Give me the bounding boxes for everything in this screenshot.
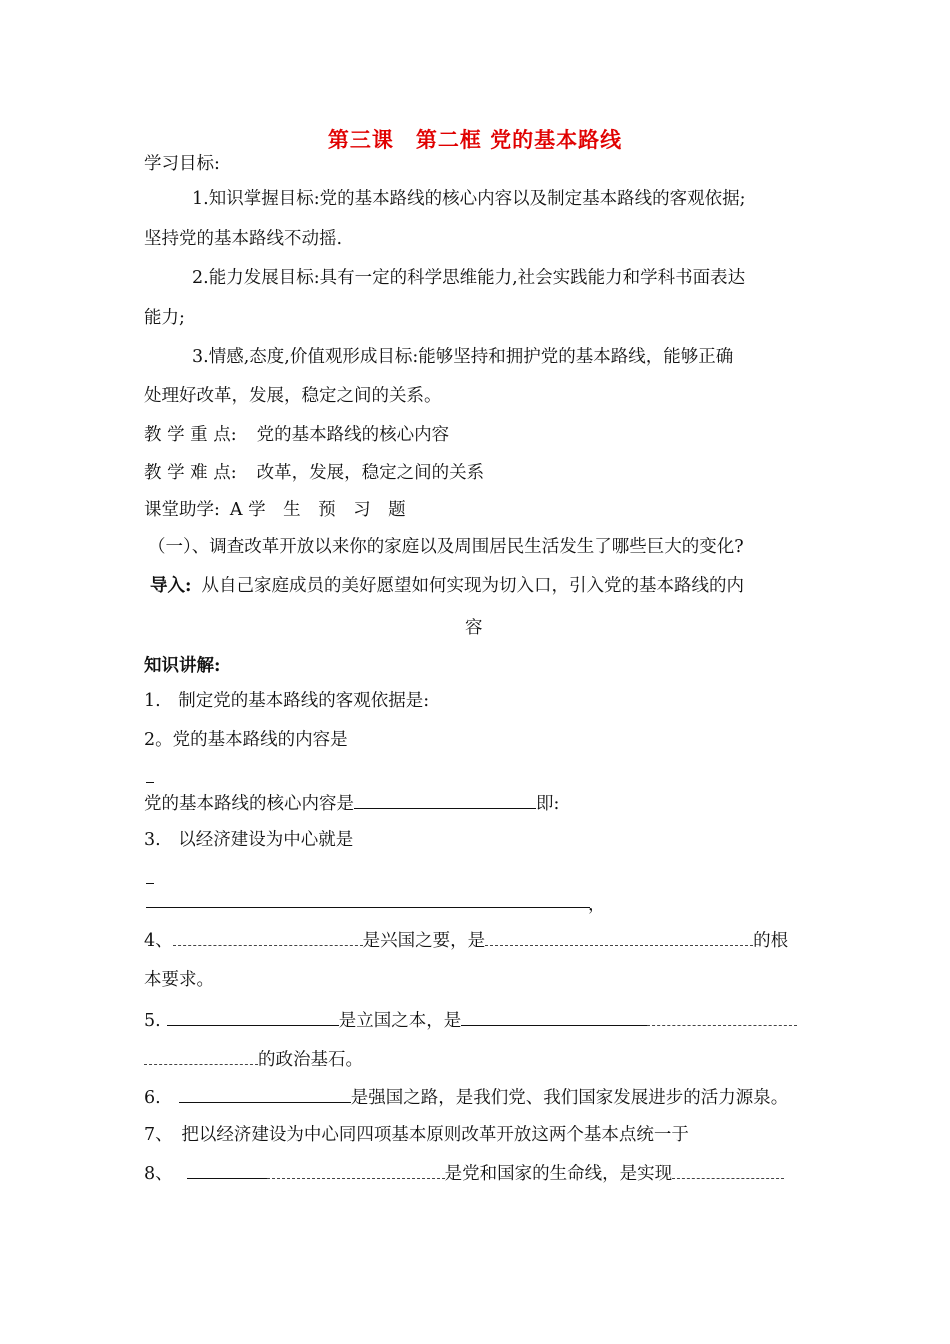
item-8-blank-1[interactable] (187, 1161, 267, 1179)
item-8-row (144, 1161, 784, 1186)
blank-line-short (146, 782, 154, 783)
item-3-blank[interactable] (146, 907, 590, 908)
item-6-text: 是强国之路，是我们党、我们国家发展进步的活力源泉。 (350, 1088, 789, 1108)
classroom-label: 课堂助学: (144, 500, 220, 520)
classroom-row (144, 498, 406, 522)
item-4-blank-2[interactable] (485, 928, 753, 946)
item-6-row (144, 1085, 788, 1110)
blank-line-short-2 (146, 883, 154, 884)
item-5-row (144, 1008, 797, 1033)
question-1: （一）、调查改革开放以来你的家庭以及周围居民生活发生了哪些巨大的变化? (148, 537, 744, 557)
objectives-heading: 学习目标: (144, 154, 220, 174)
item-5-blank-1[interactable] (167, 1008, 339, 1026)
item-4-blank-1[interactable] (173, 928, 363, 946)
classroom-text: A 学 生 预 习 题 (229, 500, 406, 520)
item-4-number: 4、 (144, 931, 173, 951)
item-3-comma: ， (588, 895, 606, 915)
item-8-text: 是党和国家的生命线，是实现 (444, 1164, 673, 1184)
page-title: 第三课 第二框 党的基本路线 (327, 127, 623, 152)
intro-text: 从自己家庭成员的美好愿望如何实现为切入口，引入党的基本路线的内 (201, 576, 744, 596)
core-blank[interactable] (354, 791, 536, 809)
objective-3-line-1: 3.情感,态度,价值观形成目标:能够坚持和拥护党的基本路线，能够正确 (192, 347, 734, 367)
item-5-blank-3[interactable] (647, 1008, 797, 1026)
item-5-blank-2[interactable] (461, 1008, 647, 1026)
intro-label: 导入: (150, 576, 192, 596)
core-content-row (144, 791, 559, 816)
item-5-blank-4[interactable] (144, 1047, 258, 1065)
item-4-text: 是兴国之要，是 (362, 931, 486, 951)
item-8-blank-2[interactable] (267, 1161, 445, 1179)
intro-row (150, 574, 744, 598)
item-1: 1. 制定党的基本路线的客观依据是: (144, 691, 430, 711)
item-5-number: 5. (144, 1011, 161, 1031)
key-point-text: 党的基本路线的核心内容 (256, 425, 450, 445)
objective-2-line-2: 能力; (144, 308, 185, 328)
knowledge-heading: 知识讲解: (144, 656, 221, 676)
objective-1-line-1: 1.知识掌握目标:党的基本路线的核心内容以及制定基本路线的客观依据; (192, 189, 746, 209)
item-5-text: 是立国之本，是 (338, 1011, 462, 1031)
objective-1-line-2: 坚持党的基本路线不动摇. (144, 229, 343, 249)
item-8-number: 8、 (144, 1164, 173, 1184)
item-5-continuation-row (144, 1047, 363, 1072)
item-8-blank-3[interactable] (672, 1161, 784, 1179)
key-point-label: 教 学 重 点: (144, 425, 237, 445)
key-point-row (144, 423, 449, 447)
item-4-row (144, 928, 788, 953)
difficult-label: 教 学 难 点: (144, 463, 237, 483)
item-2: 2。党的基本路线的内容是 (144, 730, 348, 750)
item-4-continuation: 本要求。 (144, 970, 214, 990)
item-6-number: 6. (144, 1088, 161, 1108)
objective-3-line-2: 处理好改革，发展，稳定之间的关系。 (144, 386, 442, 406)
item-3: 3. 以经济建设为中心就是 (144, 830, 354, 850)
item-5-continuation: 的政治基石。 (258, 1050, 363, 1070)
core-suffix: 即: (536, 794, 560, 814)
item-4-end: 的根 (753, 931, 789, 951)
item-7: 7、 把以经济建设为中心同四项基本原则改革开放这两个基本点统一于 (144, 1125, 689, 1145)
difficult-point-row (144, 461, 484, 485)
intro-continuation: 容 (465, 618, 483, 638)
difficult-text: 改革，发展，稳定之间的关系 (256, 463, 485, 483)
objective-2-line-1: 2.能力发展目标:具有一定的科学思维能力,社会实践能力和学科书面表达 (192, 268, 746, 288)
core-prefix: 党的基本路线的核心内容是 (144, 794, 354, 814)
item-6-blank[interactable] (179, 1085, 351, 1103)
